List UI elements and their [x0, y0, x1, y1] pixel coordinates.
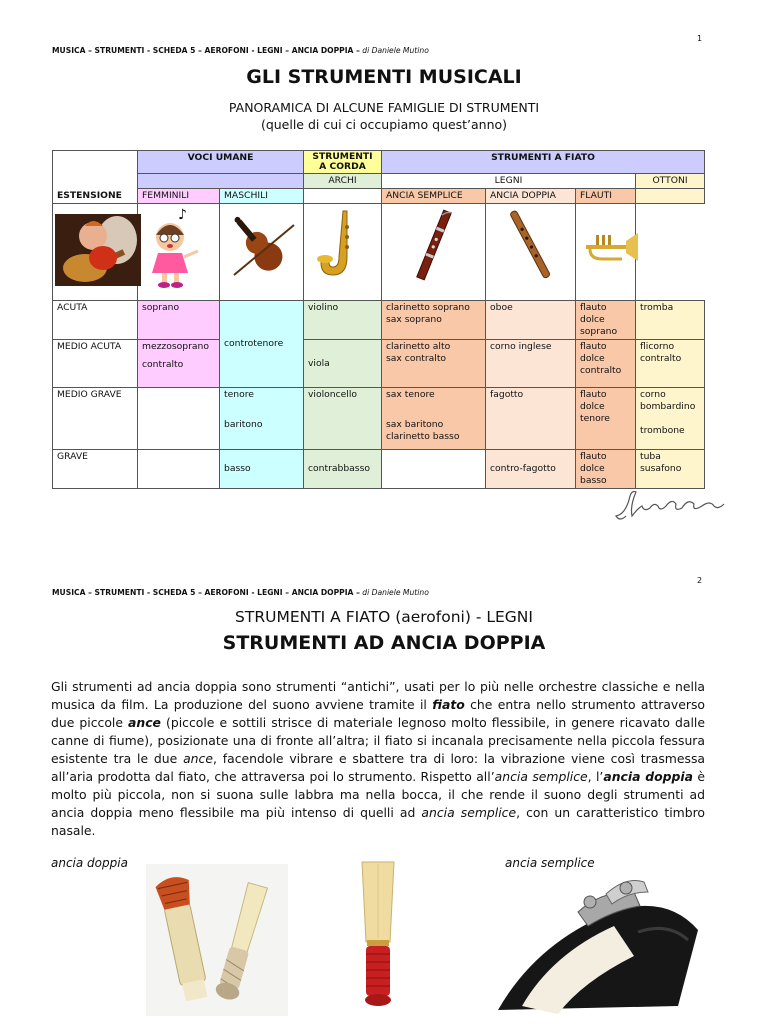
cell-contro-fagotto: contro-fagotto	[486, 450, 576, 489]
page-number-2: 2	[697, 576, 703, 585]
row-label-medio-grave: MEDIO GRAVE	[53, 388, 138, 450]
recorder-image	[486, 204, 576, 301]
cell-soprano: soprano	[138, 301, 220, 340]
flauti-line: tenore	[580, 413, 610, 424]
double-reeds-photo	[146, 864, 288, 1016]
cell-violino: violino	[304, 301, 382, 340]
angel-lute-image	[53, 204, 138, 301]
para-em-ancia-semplice: ancia semplice	[421, 805, 517, 820]
flauti-line: flauto	[580, 451, 607, 462]
cell-medio-acuta-ottoni	[636, 340, 705, 388]
para-text: (piccole e sottili strisce di materiale legnoso molto flessibile, in genere ricavato dalle canne di fiume), posizionate una di fronte all’altra; il fiato si incanala precisamente nella piccola fessura esistente tra le due	[51, 715, 705, 766]
para-em-fiato: fiato	[432, 697, 465, 712]
para-text: , facendole vibrare e sbattere tra di loro: la vibrazione viene così trasmessa all’aria prodotta dal fiato, che attraversa poi lo strumento. Rispetto all’	[51, 751, 705, 784]
row-label-grave: GRAVE	[53, 450, 138, 489]
cell-sax-contralto: sax contralto	[386, 353, 447, 364]
cell-contralto: contralto	[142, 359, 184, 370]
cell-medio-acuta-fem	[138, 340, 220, 388]
header-author: di Daniele Mutino	[359, 46, 429, 55]
cell-acuta-semplice	[382, 301, 486, 340]
flauti-line: dolce	[580, 353, 605, 364]
cell-bombardino: bombardino	[640, 401, 696, 412]
cell-baritono: baritono	[224, 419, 263, 430]
flauti-line: flauto	[580, 302, 607, 313]
para-em-ancia-doppia: ancia doppia	[603, 769, 693, 784]
bassoon-image	[382, 204, 486, 301]
cell-sax-tenore: sax tenore	[386, 389, 435, 400]
cell-corno: corno	[640, 389, 666, 400]
author-signature	[612, 486, 742, 526]
para-text: che entra nello strumento attraverso due piccole	[51, 697, 705, 730]
single-double-reed-photo	[344, 858, 412, 1016]
cell-medio-grave-mas	[220, 388, 304, 450]
para-em-ance: ance	[128, 715, 161, 730]
cell-viola: viola	[304, 340, 382, 388]
header-author: di Daniele Mutino	[359, 588, 429, 597]
header-flauti: FLAUTI	[576, 189, 636, 204]
saxophone-image	[304, 204, 382, 301]
cell-susafono: susafono	[640, 463, 682, 474]
flauti-line: contralto	[580, 365, 622, 376]
para-em-ancia-semplice: ancia semplice	[494, 769, 588, 784]
flauti-line: soprano	[580, 326, 618, 337]
flauti-line: basso	[580, 475, 607, 486]
para-em-ance: ance	[183, 751, 213, 766]
cell-violoncello: violoncello	[304, 388, 382, 450]
section-heading: STRUMENTI AD ANCIA DOPPIA	[222, 632, 546, 654]
cell-controtenore: controtenore	[220, 301, 304, 388]
header-legni: LEGNI	[382, 174, 636, 189]
header-text: MUSICA – STRUMENTI - SCHEDA 5 – AEROFONI - LEGNI – ANCIA DOPPIA –	[52, 46, 360, 55]
cell-tromba: tromba	[636, 301, 705, 340]
cell-sax-baritono: sax baritono	[386, 419, 444, 430]
cell-clarinetto-alto: clarinetto alto	[386, 341, 451, 352]
header-ottoni: OTTONI	[636, 174, 705, 189]
para-text: , l’	[587, 769, 604, 784]
row-label-medio-acuta: MEDIO ACUTA	[53, 340, 138, 388]
cell-tenore: tenore	[224, 389, 254, 400]
para-text: , con un caratteristico timbro nasale.	[51, 805, 705, 838]
section-title: STRUMENTI A FIATO (aerofoni) - LEGNI	[235, 608, 533, 626]
cell-tuba: tuba	[640, 451, 661, 462]
header-estensione: ESTENSIONE	[53, 151, 138, 204]
cell-clarinetto-basso: clarinetto basso	[386, 431, 460, 442]
flauti-line: dolce	[580, 314, 605, 325]
flauti-line: flauto	[580, 341, 607, 352]
svg-text:♪: ♪	[177, 207, 187, 223]
caption-ancia-semplice: ancia semplice	[505, 856, 595, 870]
cell-grave-ottoni	[636, 450, 705, 489]
cell-corno-inglese: corno inglese	[486, 340, 576, 388]
page-title: GLI STRUMENTI MUSICALI	[246, 66, 522, 88]
header-text: MUSICA – STRUMENTI - SCHEDA 5 – AEROFONI - LEGNI – ANCIA DOPPIA –	[52, 588, 360, 597]
page-subtitle-note: (quelle di cui ci occupiamo quest’anno)	[260, 117, 508, 132]
para-text: è molto più piccola, non si suona sulle labbra ma nella bocca, il che rende il suono degli strumenti ad ancia doppia meno flessibile ma più intenso di quelli ad	[51, 769, 705, 820]
row-label-acuta: ACUTA	[53, 301, 138, 340]
cell-basso: basso	[220, 450, 304, 489]
flauti-line: flauto	[580, 389, 607, 400]
cell-fagotto: fagotto	[486, 388, 576, 450]
violin-image	[220, 204, 304, 301]
cell-flicorno: flicorno	[640, 341, 675, 352]
cell-trombone: trombone	[640, 425, 685, 436]
page-subtitle: PANORAMICA DI ALCUNE FAMIGLIE DI STRUMENTI	[228, 100, 540, 115]
page-number: 1	[697, 34, 703, 43]
cell-medio-acuta-semplice	[382, 340, 486, 388]
cell-sax-soprano: sax soprano	[386, 314, 442, 325]
cell-medio-grave-flauti	[576, 388, 636, 450]
cell-flicorno-contralto: contralto	[640, 353, 682, 364]
header-ancia-doppia: ANCIA DOPPIA	[486, 189, 576, 204]
para-text: Gli strumenti ad ancia doppia sono strumenti “antichi”, usati per lo più nelle orchestre classiche e nella musica da film. La produzione del suono avviene tramite il	[51, 679, 705, 712]
header-ancia-semplice: ANCIA SEMPLICE	[382, 189, 486, 204]
body-paragraph	[51, 678, 705, 840]
header-strumenti-corda: STRUMENTI A CORDA	[304, 151, 382, 174]
cell-clarinetto-soprano: clarinetto soprano	[386, 302, 470, 313]
header-archi: ARCHI	[304, 174, 382, 189]
girl-singer-image	[138, 204, 220, 301]
cell-contrabbasso: contrabbasso	[304, 450, 382, 489]
cell-mezzosoprano: mezzosoprano	[142, 341, 209, 352]
cell-medio-acuta-flauti	[576, 340, 636, 388]
header-maschili: MASCHILI	[220, 189, 304, 204]
page-header-2	[52, 588, 429, 597]
trumpet-image	[576, 204, 636, 301]
caption-ancia-doppia: ancia doppia	[51, 856, 128, 870]
cell-grave-flauti	[576, 450, 636, 489]
cell-acuta-flauti	[576, 301, 636, 340]
flauti-line: dolce	[580, 463, 605, 474]
cell-medio-grave-semplice	[382, 388, 486, 450]
header-voci-umane: VOCI UMANE	[138, 151, 304, 174]
single-reed-mouthpiece-photo	[488, 872, 710, 1016]
page-header	[52, 46, 429, 55]
header-femminili: FEMMINILI	[138, 189, 220, 204]
cell-oboe: oboe	[486, 301, 576, 340]
cell-medio-grave-ottoni	[636, 388, 705, 450]
flauti-line: dolce	[580, 401, 605, 412]
instruments-table	[52, 150, 705, 489]
header-strumenti-fiato: STRUMENTI A FIATO	[382, 151, 705, 174]
